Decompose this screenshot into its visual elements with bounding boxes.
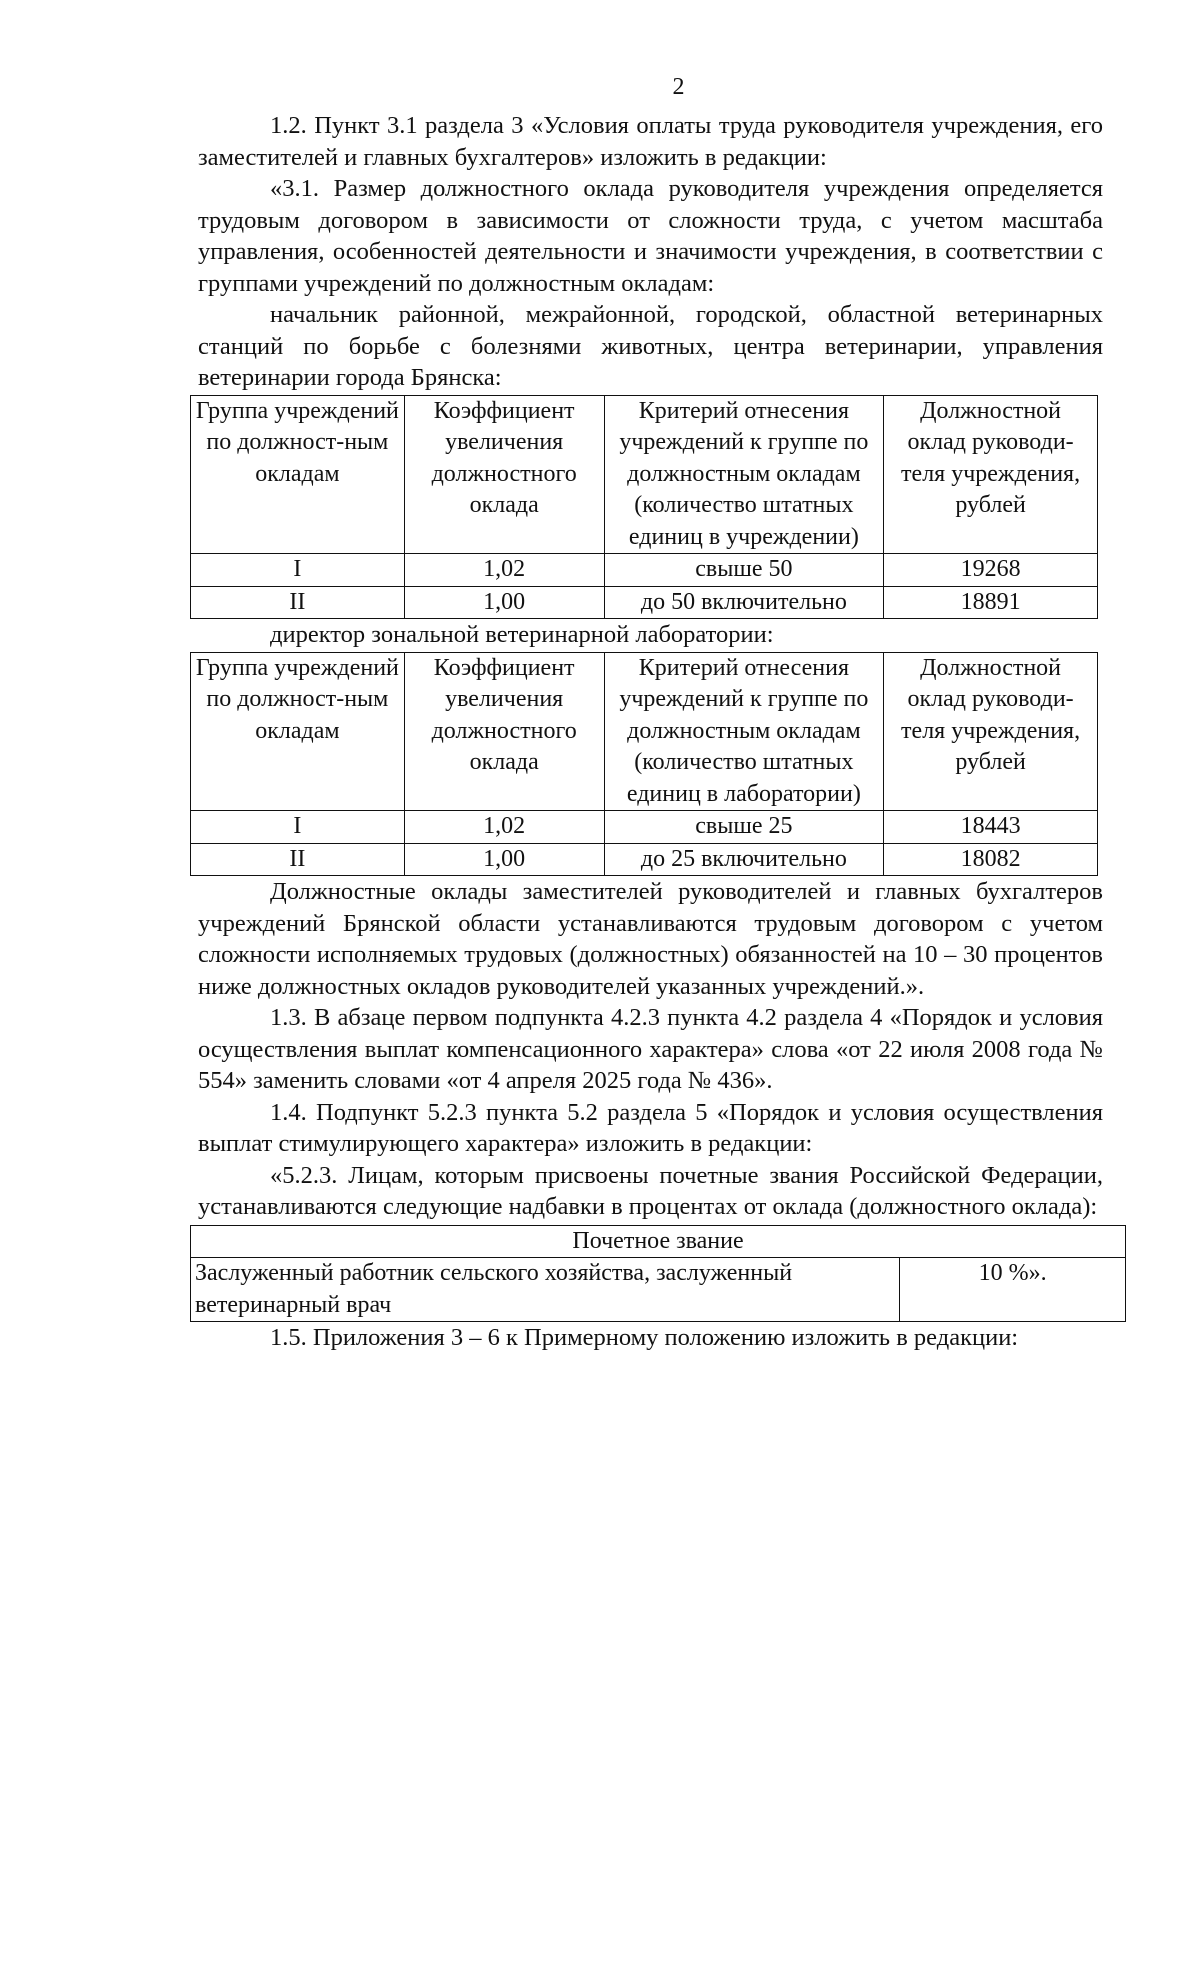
paragraph-director: директор зональной ветеринарной лаборатории: <box>270 621 774 648</box>
cell-salary: 19268 <box>884 554 1098 587</box>
cell-group: I <box>191 811 405 844</box>
cell-salary: 18443 <box>884 811 1098 844</box>
header-coefficient: Коэффициент увеличения должностного оклада <box>404 395 604 554</box>
cell-group: I <box>191 554 405 587</box>
table-row <box>191 1258 1126 1322</box>
cell-criterion: до 50 включительно <box>604 586 884 619</box>
cell-criterion: свыше 25 <box>604 811 884 844</box>
paragraph-deputies: Должностные оклады заместителей руководителей и главных бухгалтеров учреждений Брянской области устанавливаются трудовым договором с учетом сложности исполняемых трудовых (должностных) обязанностей на 10 – 30 процентов ниже должностных окладов руководителей указанных учреждений.». <box>198 878 1103 1000</box>
header-group: Группа учреждений по должност-ным окладам <box>191 652 405 811</box>
cell-coefficient: 1,00 <box>404 843 604 876</box>
cell-coefficient: 1,00 <box>404 586 604 619</box>
cell-title-name: Заслуженный работник сельского хозяйства, заслуженный ветеринарный врач <box>191 1258 900 1322</box>
cell-salary: 18891 <box>884 586 1098 619</box>
table-row <box>191 843 1098 876</box>
header-salary: Должностной оклад руководи-теля учреждения, рублей <box>884 395 1098 554</box>
document-page <box>195 72 1103 1354</box>
header-criterion: Критерий отнесения учреждений к группе по должностным окладам (количество штатных единиц в лаборатории) <box>604 652 884 811</box>
header-coefficient: Коэффициент увеличения должностного оклада <box>404 652 604 811</box>
table-chief-salaries <box>190 395 1098 620</box>
paragraph-5-2-3: «5.2.3. Лицам, которым присвоены почетные звания Российской Федерации, устанавливаются следующие надбавки в процентах от оклада (должностного оклада): <box>198 1161 1103 1220</box>
paragraph-1-2: 1.2. Пункт 3.1 раздела 3 «Условия оплаты труда руководителя учреждения, его заместителей и главных бухгалтеров» изложить в редакции: <box>198 112 1103 171</box>
header-salary: Должностной оклад руководи-теля учреждения, рублей <box>884 652 1098 811</box>
cell-criterion: свыше 50 <box>604 554 884 587</box>
table-header-row <box>191 652 1098 811</box>
table-header-row <box>191 395 1098 554</box>
cell-coefficient: 1,02 <box>404 811 604 844</box>
page-number: 2 <box>672 74 685 100</box>
paragraph-chief: начальник районной, межрайонной, городской, областной ветеринарных станций по борьбе с болезнями животных, центра ветеринарии, управления ветеринарии города Брянска: <box>198 301 1103 391</box>
header-group: Группа учреждений по должност-ным окладам <box>191 395 405 554</box>
paragraph-3-1: «3.1. Размер должностного оклада руководителя учреждения определяется трудовым договором в зависимости от сложности труда, с учетом масштаба управления, особенностей деятельности и значимости учреждения, в соответствии с группами учреждений по должностным окладам: <box>198 175 1103 297</box>
header-criterion: Критерий отнесения учреждений к группе по должностным окладам (количество штатных единиц в учреждении) <box>604 395 884 554</box>
paragraph-1-4: 1.4. Подпункт 5.2.3 пункта 5.2 раздела 5 «Порядок и условия осуществления выплат стимулирующего характера» изложить в редакции: <box>198 1098 1103 1157</box>
header-honorary-title: Почетное звание <box>191 1225 1126 1258</box>
cell-group: II <box>191 586 405 619</box>
table-row <box>191 554 1098 587</box>
table-row <box>191 586 1098 619</box>
paragraph-1-5: 1.5. Приложения 3 – 6 к Примерному положению изложить в редакции: <box>270 1324 1019 1351</box>
table-header-row <box>191 1225 1126 1258</box>
table-honorary-titles <box>190 1225 1126 1323</box>
cell-criterion: до 25 включительно <box>604 843 884 876</box>
cell-coefficient: 1,02 <box>404 554 604 587</box>
cell-salary: 18082 <box>884 843 1098 876</box>
table-director-salaries <box>190 652 1098 877</box>
cell-bonus-percent: 10 %». <box>900 1258 1126 1322</box>
table-row <box>191 811 1098 844</box>
cell-group: II <box>191 843 405 876</box>
paragraph-1-3: 1.3. В абзаце первом подпункта 4.2.3 пункта 4.2 раздела 4 «Порядок и условия осуществления выплат компенсационного характера» слова «от 22 июля 2008 года № 554» заменить словами «от 4 апреля 2025 года № 436». <box>198 1004 1103 1094</box>
